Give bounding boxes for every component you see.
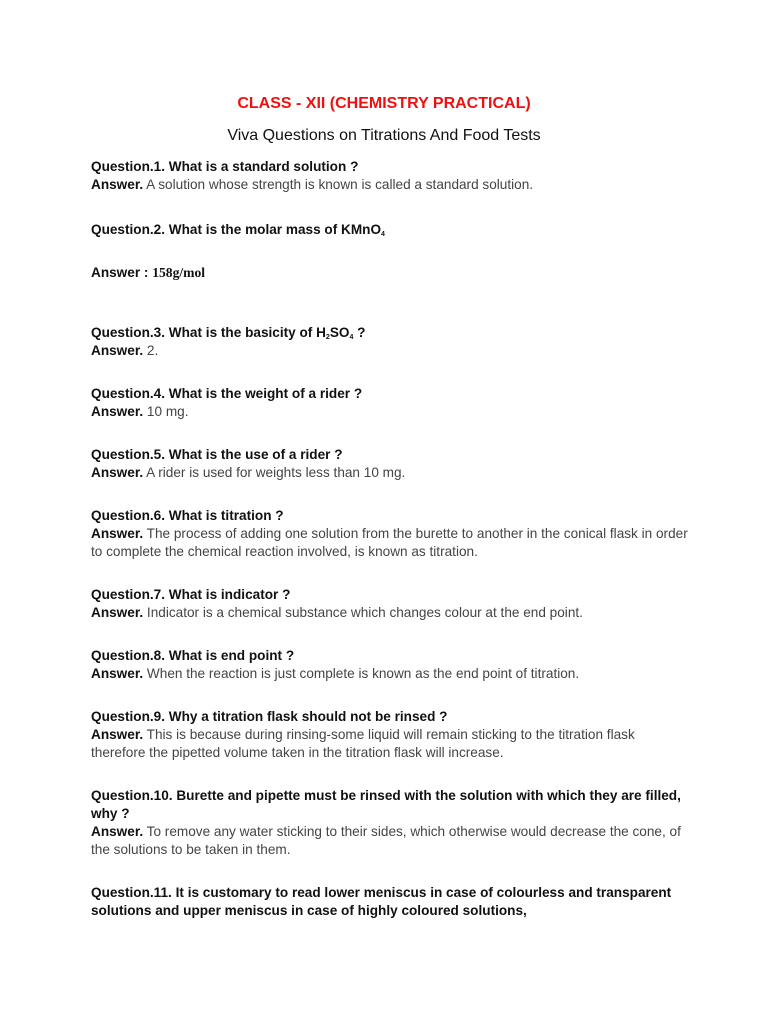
qa-item-4: [91, 385, 691, 421]
question-main: Question.3. What is the basicity of H: [91, 325, 326, 340]
answer-text: [91, 604, 691, 622]
question-main: Question.2. What is the molar mass of KMnO: [91, 222, 382, 237]
qa-item-10: [91, 787, 691, 859]
answer-label: Answer.: [91, 526, 144, 541]
question-text: Question.1. What is a standard solution ?: [91, 159, 359, 174]
qa-item-7: [91, 586, 691, 622]
chem-subscript: 4: [381, 231, 385, 238]
answer-text: [91, 403, 691, 421]
question-text: Question.11. It is customary to read lower meniscus in case of colourless and transparent solutions and upper meniscus in case of highly coloured solutions,: [91, 885, 672, 918]
question-text: Question.5. What is the use of a rider ?: [91, 447, 343, 462]
answer-label: Answer.: [91, 605, 144, 620]
answer-label: Answer.: [91, 824, 144, 839]
answer-text: [91, 264, 691, 282]
answer-body: This is because during rinsing-some liquid will remain sticking to the titration flask therefore the pipetted volume taken in the titration flask will increase.: [91, 727, 635, 760]
answer-body: When the reaction is just complete is known as the end point of titration.: [146, 666, 580, 681]
answer-text: [91, 342, 691, 360]
question-end: ?: [353, 325, 366, 340]
answer-text: [91, 176, 691, 194]
qa-item-2-answer: [91, 264, 691, 282]
answer-label: Answer.: [91, 465, 144, 480]
answer-body: 10 mg.: [146, 404, 189, 419]
qa-item-8: [91, 647, 691, 683]
qa-item-11: [91, 884, 691, 920]
page-subtitle: Viva Questions on Titrations And Food Tests: [227, 127, 541, 144]
answer-body: 158g/mol: [152, 265, 206, 280]
question-text: Question.9. Why a titration flask should not be rinsed ?: [91, 709, 448, 724]
answer-body: A rider is used for weights less than 10 mg.: [143, 465, 406, 480]
chem-subscript: 2: [325, 334, 330, 341]
question-text: Question.7. What is indicator ?: [91, 587, 291, 602]
question-text: Question.4. What is the weight of a rider ?: [91, 386, 363, 401]
question-text: [91, 221, 691, 239]
answer-label: Answer.: [91, 727, 144, 742]
chem-subscript: 4: [349, 334, 354, 341]
qa-item-5: [91, 446, 691, 482]
qa-item-2: [91, 221, 691, 239]
answer-body: 2.: [143, 343, 159, 358]
answer-body: Indicator is a chemical substance which changes colour at the end point.: [143, 605, 583, 620]
qa-item-6: [91, 507, 691, 561]
answer-body: To remove any water sticking to their sides, which otherwise would decrease the cone, of the solutions to be taken in them.: [91, 824, 681, 857]
qa-item-3: [91, 324, 691, 360]
question-text: Question.6. What is titration ?: [91, 508, 284, 523]
answer-label: Answer.: [91, 177, 144, 192]
question-text: [91, 324, 691, 342]
answer-text: [91, 726, 691, 762]
question-mid: SO: [329, 325, 350, 340]
question-text: Question.10. Burette and pipette must be rinsed with the solution with which they are filled, why ?: [91, 788, 681, 821]
answer-label: Answer.: [91, 666, 144, 681]
answer-label: Answer.: [91, 404, 144, 419]
answer-label: Answer :: [91, 265, 149, 280]
answer-text: [91, 464, 691, 482]
answer-text: [91, 823, 691, 859]
answer-text: [91, 665, 691, 683]
question-text: Question.8. What is end point ?: [91, 648, 295, 663]
qa-item-1: [91, 158, 691, 194]
answer-text: [91, 525, 691, 561]
page-title: CLASS - XII (CHEMISTRY PRACTICAL): [237, 95, 531, 112]
qa-item-9: [91, 708, 691, 762]
answer-label: Answer.: [91, 343, 144, 358]
answer-body: A solution whose strength is known is called a standard solution.: [143, 177, 534, 192]
answer-body: The process of adding one solution from the burette to another in the conical flask in order to complete the chemical reaction involved, is known as titration.: [91, 526, 688, 559]
